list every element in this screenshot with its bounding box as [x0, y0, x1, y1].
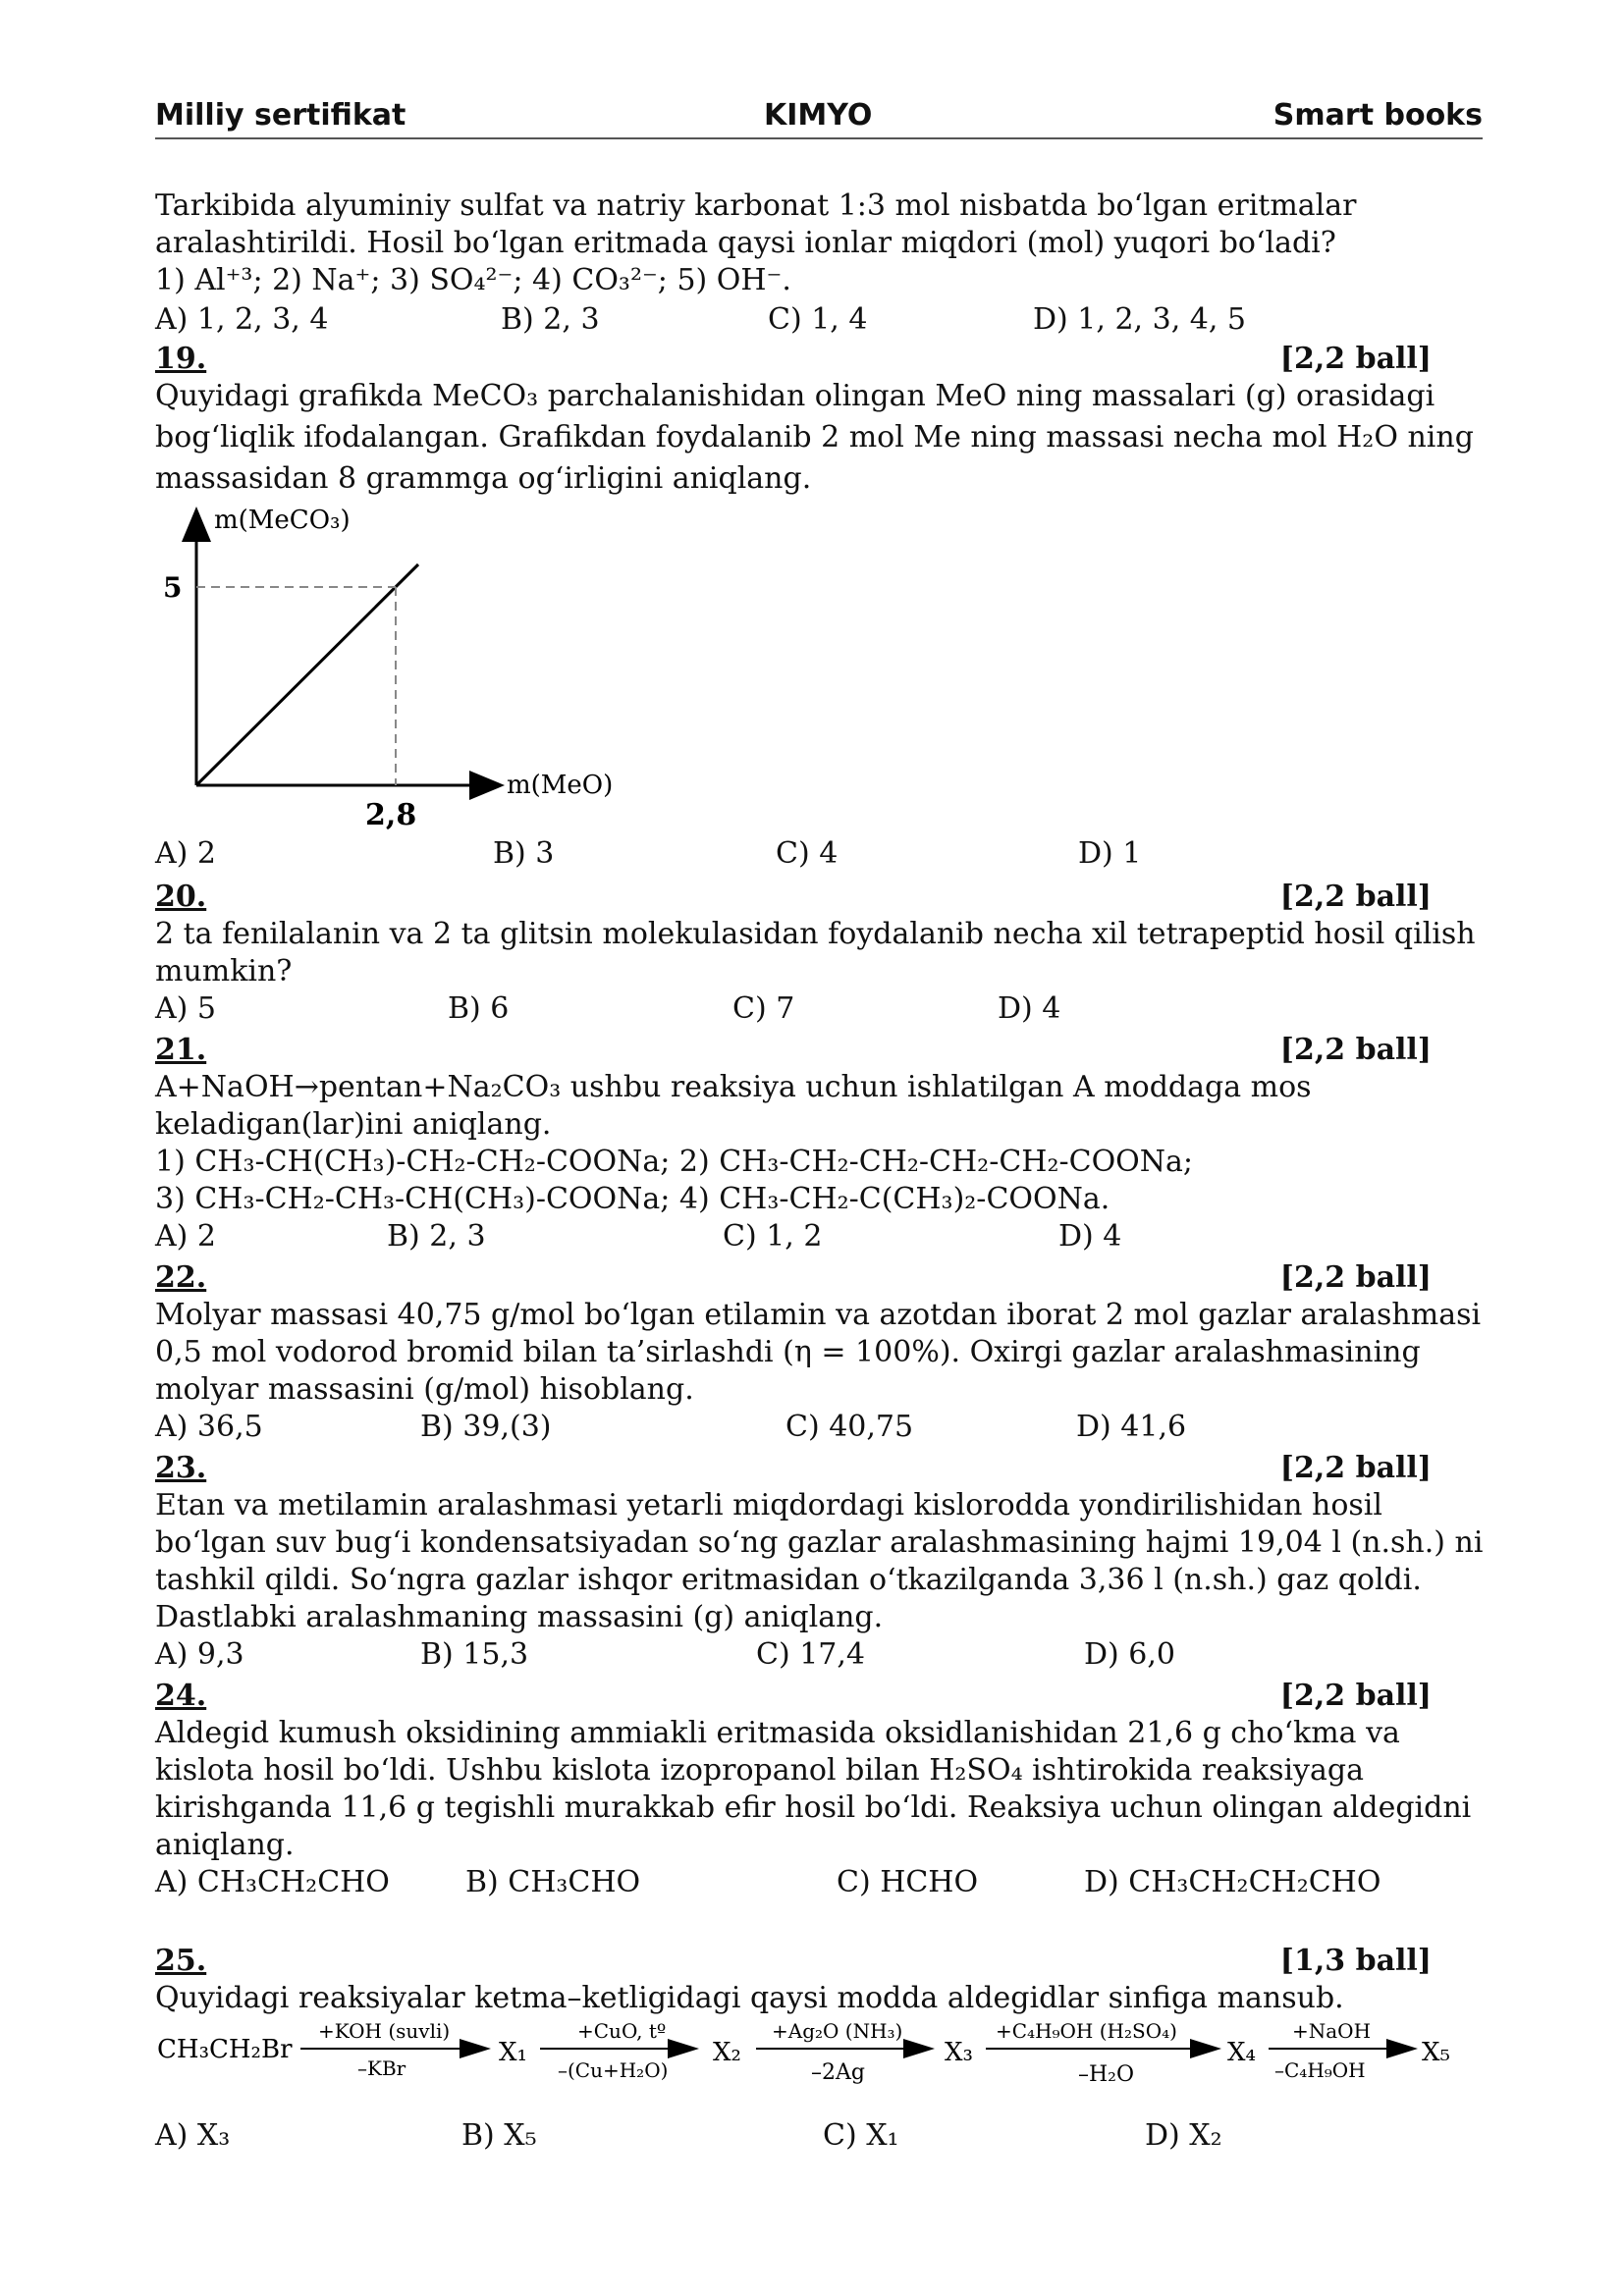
- header-left: Milliy sertifikat: [155, 98, 406, 133]
- q21-points: [2,2 ball]: [1279, 1033, 1432, 1067]
- q25-reaction-scheme: [155, 2018, 1471, 2097]
- q22-option-c[interactable]: C) 40,75: [785, 1410, 914, 1444]
- scheme-node-3: X₃: [945, 2038, 973, 2067]
- q19-line3: massasidan 8 grammga og‘irligini aniqlang.: [155, 461, 812, 496]
- q19-line1: Quyidagi grafikda MeCO₃ parchalanishidan olingan MeO ning massalari (g) orasidagi: [155, 379, 1435, 413]
- q18-option-d[interactable]: D) 1, 2, 3, 4, 5: [1033, 302, 1247, 337]
- scheme-byproduct-2: –(Cu+H₂O): [558, 2058, 669, 2082]
- q21-option-b[interactable]: B) 2, 3: [387, 1219, 486, 1254]
- q24-option-d[interactable]: D) CH₃CH₂CH₂CHO: [1084, 1865, 1381, 1899]
- scheme-node-1: X₁: [499, 2038, 527, 2067]
- q19-graph: [147, 501, 638, 834]
- q18-option-a[interactable]: A) 1, 2, 3, 4: [155, 302, 329, 337]
- q20-line2: mumkin?: [155, 954, 293, 988]
- scheme-node-2: X₂: [713, 2038, 741, 2067]
- q25-option-c[interactable]: C) X₁: [823, 2118, 899, 2153]
- q19-option-b[interactable]: B) 3: [493, 836, 555, 871]
- x-tick-label: 2,8: [365, 798, 417, 832]
- scheme-start: CH₃CH₂Br: [157, 2035, 293, 2064]
- q20-line1: 2 ta fenilalanin va 2 ta glitsin molekulasidan foydalanib necha xil tetrapeptid hosil qilish: [155, 917, 1476, 951]
- scheme-node-4: X₄: [1227, 2038, 1256, 2067]
- scheme-reagent-3: +Ag₂O (NH₃): [772, 2019, 903, 2043]
- scheme-reagent-1: +KOH (suvli): [318, 2019, 451, 2043]
- q23-line4: Dastlabki aralashmaning massasini (g) aniqlang.: [155, 1600, 884, 1634]
- scheme-reagent-4: +C₄H₉OH (H₂SO₄): [996, 2019, 1177, 2043]
- q19-line2: bog‘liqlik ifodalangan. Grafikdan foydalanib 2 mol Me ning massasi necha mol H₂O ning: [155, 420, 1474, 454]
- q25-option-b[interactable]: B) X₅: [461, 2118, 537, 2153]
- q18-ions: 1) Al⁺³; 2) Na⁺; 3) SO₄²⁻; 4) CO₃²⁻; 5) OH⁻.: [155, 263, 791, 297]
- scheme-node-5: X₅: [1422, 2038, 1450, 2067]
- q19-option-a[interactable]: A) 2: [155, 836, 216, 871]
- q19-number: 19.: [155, 342, 207, 376]
- q24-line2: kislota hosil bo‘ldi. Ushbu kislota izopropanol bilan H₂SO₄ ishtirokida reaksiyaga: [155, 1753, 1364, 1788]
- y-tick-label: 5: [163, 571, 183, 604]
- q20-option-c[interactable]: C) 7: [732, 991, 795, 1026]
- q24-line4: aniqlang.: [155, 1828, 295, 1862]
- q22-option-d[interactable]: D) 41,6: [1076, 1410, 1187, 1444]
- q18-line2: aralashtirildi. Hosil bo‘lgan eritmada qaysi ionlar miqdori (mol) yuqori bo‘ladi?: [155, 226, 1336, 260]
- q23-option-c[interactable]: C) 17,4: [756, 1637, 865, 1672]
- q20-points: [2,2 ball]: [1279, 880, 1432, 914]
- data-line: [196, 564, 418, 785]
- q18-option-c[interactable]: C) 1, 4: [768, 302, 868, 337]
- q19-option-d[interactable]: D) 1: [1078, 836, 1142, 871]
- q25-number: 25.: [155, 1944, 207, 1978]
- q21-number: 21.: [155, 1033, 207, 1067]
- q21-option-d[interactable]: D) 4: [1058, 1219, 1122, 1254]
- q20-option-b[interactable]: B) 6: [448, 991, 510, 1026]
- q19-points: [2,2 ball]: [1279, 342, 1432, 376]
- q25-points: [1,3 ball]: [1279, 1944, 1432, 1978]
- q23-points: [2,2 ball]: [1279, 1451, 1432, 1485]
- q22-number: 22.: [155, 1260, 207, 1295]
- page-header: [155, 96, 1483, 139]
- header-right: Smart books: [1272, 98, 1483, 133]
- scheme-byproduct-5: –C₄H₉OH: [1274, 2058, 1366, 2082]
- scheme-byproduct-1: –KBr: [357, 2056, 406, 2080]
- x-axis-label: m(MeO): [507, 771, 614, 800]
- q22-option-a[interactable]: A) 36,5: [155, 1410, 263, 1444]
- q21-option-a[interactable]: A) 2: [155, 1219, 216, 1254]
- q20-number: 20.: [155, 880, 207, 914]
- q24-option-b[interactable]: B) CH₃CHO: [465, 1865, 641, 1899]
- q21-line2: keladigan(lar)ini aniqlang.: [155, 1107, 552, 1142]
- q23-line3: tashkil qildi. So‘ngra gazlar ishqor eritmasidan o‘tkazilganda 3,36 l (n.sh.) gaz qoldi.: [155, 1563, 1422, 1597]
- q23-line1: Etan va metilamin aralashmasi yetarli miqdordagi kislorodda yondirilishidan hosil: [155, 1488, 1382, 1522]
- q22-option-b[interactable]: B) 39,(3): [420, 1410, 552, 1444]
- q22-points: [2,2 ball]: [1279, 1260, 1432, 1295]
- q24-number: 24.: [155, 1679, 207, 1713]
- q21-option-c[interactable]: C) 1, 2: [723, 1219, 823, 1254]
- q24-points: [2,2 ball]: [1279, 1679, 1432, 1713]
- q24-line1: Aldegid kumush oksidining ammiakli eritmasida oksidlanishidan 21,6 g cho‘kma va: [155, 1716, 1400, 1750]
- q21-line4: 3) CH₃-CH₂-CH₃-CH(CH₃)-COONa; 4) CH₃-CH₂-C(CH₃)₂-COONa.: [155, 1182, 1110, 1216]
- q21-line1: A+NaOH→pentan+Na₂CO₃ ushbu reaksiya uchun ishlatilgan A moddaga mos: [155, 1070, 1312, 1104]
- q22-line3: molyar massasini (g/mol) hisoblang.: [155, 1372, 694, 1407]
- q18-option-b[interactable]: B) 2, 3: [501, 302, 600, 337]
- q25-option-d[interactable]: D) X₂: [1145, 2118, 1222, 2153]
- q25-option-a[interactable]: A) X₃: [155, 2118, 231, 2153]
- y-axis-label: m(MeCO₃): [214, 506, 351, 535]
- scheme-reagent-5: +NaOH: [1292, 2019, 1372, 2043]
- q22-line1: Molyar massasi 40,75 g/mol bo‘lgan etilamin va azotdan iborat 2 mol gazlar aralashmasi: [155, 1298, 1482, 1332]
- scheme-reagent-2: +CuO, tº: [577, 2019, 667, 2043]
- q23-line2: bo‘lgan suv bug‘i kondensatsiyadan so‘ng gazlar aralashmasining hajmi 19,04 l (n.sh.) ni: [155, 1525, 1484, 1560]
- q23-option-a[interactable]: A) 9,3: [155, 1637, 244, 1672]
- q20-option-d[interactable]: D) 4: [998, 991, 1061, 1026]
- q21-line3: 1) CH₃-CH(CH₃)-CH₂-CH₂-COONa; 2) CH₃-CH₂-CH₂-CH₂-CH₂-COONa;: [155, 1145, 1194, 1179]
- q22-line2: 0,5 mol vodorod bromid bilan ta’sirlashdi (η = 100%). Oxirgi gazlar aralashmasining: [155, 1335, 1421, 1369]
- scheme-byproduct-4: –H₂O: [1078, 2062, 1135, 2087]
- header-subject: KIMYO: [764, 98, 873, 133]
- scheme-byproduct-3: –2Ag: [811, 2060, 865, 2085]
- q18-line1: Tarkibida alyuminiy sulfat va natriy karbonat 1:3 mol nisbatda bo‘lgan eritmalar: [155, 188, 1357, 223]
- q23-number: 23.: [155, 1451, 207, 1485]
- q23-option-d[interactable]: D) 6,0: [1084, 1637, 1176, 1672]
- q20-option-a[interactable]: A) 5: [155, 991, 216, 1026]
- q23-option-b[interactable]: B) 15,3: [420, 1637, 529, 1672]
- q19-option-c[interactable]: C) 4: [776, 836, 839, 871]
- q24-line3: kirishganda 11,6 g tegishli murakkab efir hosil bo‘ldi. Reaksiya uchun olingan aldegidni: [155, 1790, 1472, 1825]
- q25-line1: Quyidagi reaksiyalar ketma–ketligidagi qaysi modda aldegidlar sinfiga mansub.: [155, 1981, 1344, 2015]
- q24-option-a[interactable]: A) CH₃CH₂CHO: [155, 1865, 390, 1899]
- q24-option-c[interactable]: C) HCHO: [837, 1865, 979, 1899]
